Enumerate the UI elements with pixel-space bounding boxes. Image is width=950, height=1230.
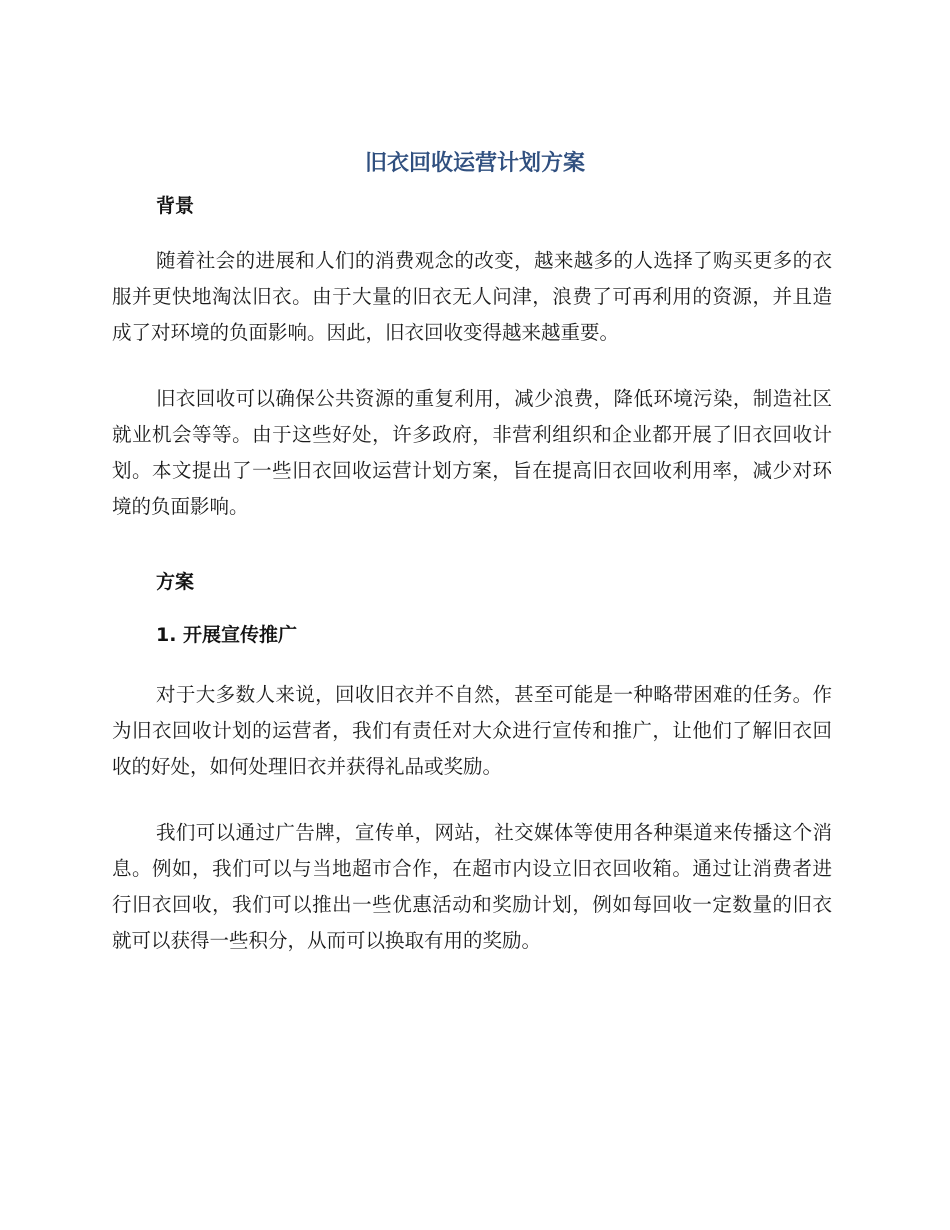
background-paragraph-1: 随着社会的进展和人们的消费观念的改变，越来越多的人选择了购买更多的衣服并更快地淘汰旧衣。由于大量的旧衣无人问津，浪费了可再利用的资源，并且造成了对环境的负面影响。因此，旧衣回收变得越来越重要。 [112, 249, 832, 344]
section-heading-plan: 方案 [156, 571, 195, 593]
background-paragraph-2: 旧衣回收可以确保公共资源的重复利用，减少浪费，降低环境污染，制造社区就业机会等等。由于这些好处，许多政府，非营利组织和企业都开展了旧衣回收计划。本文提出了一些旧衣回收运营计划方案，旨在提高旧衣回收利用率，减少对环境的负面影响。 [112, 387, 832, 518]
document-title: 旧衣回收运营计划方案 [364, 151, 585, 176]
subsection-heading-promotion: 1. 开展宣传推广 [156, 624, 298, 646]
promotion-paragraph-1: 对于大多数人来说，回收旧衣并不自然，甚至可能是一种略带困难的任务。作为旧衣回收计划的运营者，我们有责任对大众进行宣传和推广，让他们了解旧衣回收的好处，如何处理旧衣并获得礼品或奖励。 [112, 683, 832, 778]
section-heading-background: 背景 [156, 195, 195, 217]
promotion-paragraph-2: 我们可以通过广告牌，宣传单，网站，社交媒体等使用各种渠道来传播这个消息。例如，我们可以与当地超市合作，在超市内设立旧衣回收箱。通过让消费者进行旧衣回收，我们可以推出一些优惠活动和奖励计划，例如每回收一定数量的旧衣就可以获得一些积分，从而可以换取有用的奖励。 [112, 821, 832, 952]
